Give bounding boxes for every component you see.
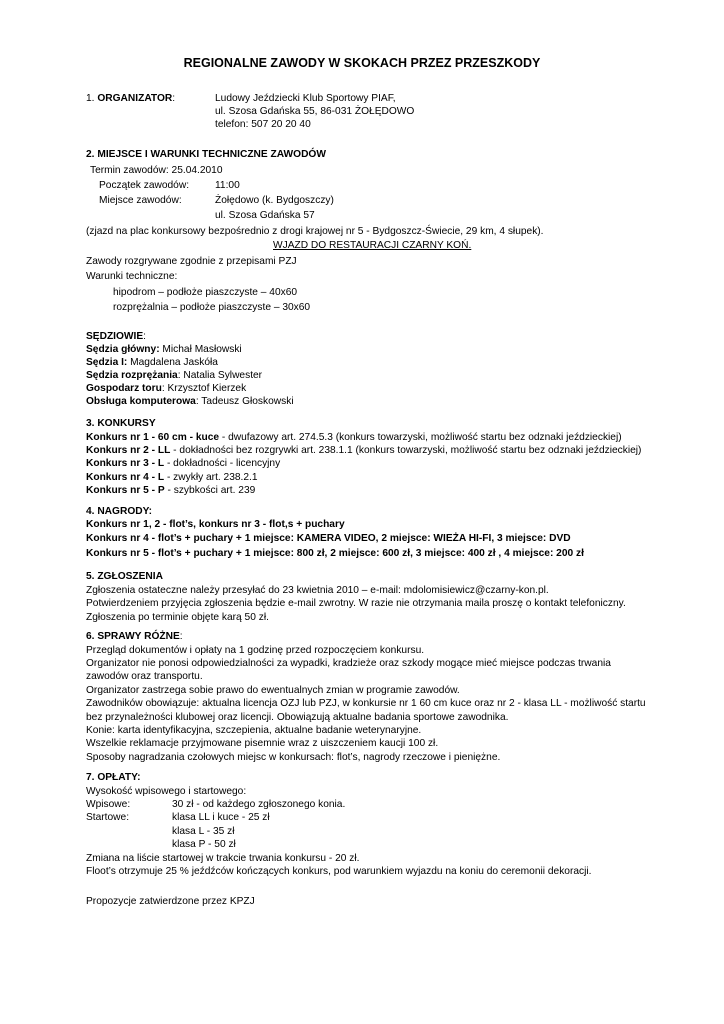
competition-details: - szybkości art. 239 bbox=[164, 485, 256, 496]
competition-name: Konkurs nr 3 - L bbox=[86, 458, 165, 469]
competition-details: - dwufazowy art. 274.5.3 (konkurs towarzyski, możliwość startu bez odznaki jeździeckiej) bbox=[219, 432, 622, 443]
judge-row bbox=[86, 382, 246, 395]
entries-line: Zgłoszenia po terminie objęte karą 50 zł. bbox=[86, 612, 269, 623]
judge-name: : Tadeusz Głoskowski bbox=[195, 396, 294, 407]
competition-row bbox=[86, 457, 280, 470]
directions-note-underlined: WJAZD DO RESTAURACJI CZARNY KOŃ. bbox=[273, 240, 472, 251]
misc-line: Zawodników obowiązuje: aktualna licencja OZJ lub PZJ, w konkursie nr 1 60 cm kuce oraz nr 2 - klasa LL - możliwość startu bbox=[86, 698, 646, 709]
judge-row bbox=[86, 395, 294, 408]
judge-name: : Natalia Sylwester bbox=[177, 370, 263, 381]
competition-row bbox=[86, 471, 258, 484]
organizer-line: ul. Szosa Gdańska 55, 86-031 ŻOŁĘDOWO bbox=[215, 106, 415, 117]
start-fee-label: Startowe: bbox=[86, 812, 130, 823]
judge-name: Magdalena Jaskóła bbox=[127, 357, 218, 368]
venue-value: Żołędowo (k. Bydgoszczy) bbox=[215, 195, 334, 206]
venue-label: Miejsce zawodów: bbox=[99, 195, 182, 206]
prizes-heading: 4. NAGRODY: bbox=[86, 506, 153, 517]
competition-details: - dokładności bez rozgrywki art. 238.1.1 (konkurs towarzyski, możliwość startu bez odznaki jeździeckiej) bbox=[170, 445, 642, 456]
competitions-heading: 3. KONKURSY bbox=[86, 418, 156, 429]
misc-line: bez przynależności klubowej oraz licencji. Obowiązują aktualne badania sportowe zawodnika. bbox=[86, 712, 509, 723]
judge-role: Sędzia główny: bbox=[86, 344, 160, 355]
organizer-heading bbox=[86, 92, 175, 105]
change-fee-text: Zmiana na liście startowej w trakcie trwania konkursu - 20 zł. bbox=[86, 853, 360, 864]
misc-line: Konie: karta identyfikacyjna, szczepienia, aktualne badanie weterynaryjne. bbox=[86, 725, 422, 736]
competition-details: - zwykły art. 238.2.1 bbox=[164, 472, 258, 483]
judge-name: Michał Masłowski bbox=[159, 344, 242, 355]
organizer-number: 1. bbox=[86, 93, 95, 104]
misc-line: Organizator nie ponosi odpowiedzialności za wypadki, kradzieże oraz szkody mogące mieć miejsce podczas trwania bbox=[86, 658, 611, 669]
judge-name: : Krzysztof Kierzek bbox=[161, 383, 247, 394]
competition-details: - dokładności - licencyjny bbox=[164, 458, 281, 469]
start-fee-value: klasa LL i kuce - 25 zł bbox=[172, 812, 270, 823]
competition-name: Konkurs nr 4 - L bbox=[86, 472, 165, 483]
event-date: Termin zawodów: 25.04.2010 bbox=[90, 165, 223, 176]
misc-line: Wszelkie reklamacje przyjmowane pisemnie wraz z uiszczeniem kaucji 100 zł. bbox=[86, 738, 439, 749]
rules-text: Zawody rozgrywane zgodnie z przepisami PZJ bbox=[86, 256, 297, 267]
entry-fee-label: Wpisowe: bbox=[86, 799, 131, 810]
competition-row bbox=[86, 444, 641, 457]
entry-fee-value: 30 zł - od każdego zgłoszonego konia. bbox=[172, 799, 346, 810]
misc-line: Organizator zastrzega sobie prawo do ewentualnych zmian w programie zawodów. bbox=[86, 685, 460, 696]
judges-colon: : bbox=[143, 331, 147, 342]
technical-condition-item: rozprężalnia – podłoże piaszczyste – 30x60 bbox=[113, 302, 311, 313]
approval-footer: Propozycje zatwierdzone przez KPZJ bbox=[86, 896, 255, 907]
prize-line: Konkurs nr 4 - flot’s + puchary + 1 miejsce: KAMERA VIDEO, 2 miejsce: WIEŻA HI-FI, 3 miejsce: DVD bbox=[86, 533, 571, 544]
entries-line: Potwierdzeniem przyjęcia zgłoszenia będzie e-mail zwrotny. W razie nie otrzymania maila proszę o kontakt telefoniczny. bbox=[86, 598, 626, 609]
competition-row bbox=[86, 484, 255, 497]
judge-row bbox=[86, 369, 262, 382]
prize-line: Konkurs nr 1, 2 - flot’s, konkurs nr 3 - flot,s + puchary bbox=[86, 519, 345, 530]
prize-line: Konkurs nr 5 - flot’s + puchary + 1 miejsce: 800 zł, 2 miejsce: 600 zł, 3 miejsce: 400 zł , 4 miejsce: 200 zł bbox=[86, 548, 584, 559]
judge-role: Sędzia I: bbox=[86, 357, 128, 368]
start-time-value: 11:00 bbox=[215, 180, 240, 191]
technical-conditions-label: Warunki techniczne: bbox=[86, 271, 178, 282]
judges-heading-text: SĘDZIOWIE bbox=[86, 331, 144, 342]
place-heading: 2. MIEJSCE I WARUNKI TECHNICZNE ZAWODÓW bbox=[86, 149, 326, 160]
misc-colon: : bbox=[179, 631, 183, 642]
organizer-colon: : bbox=[172, 93, 176, 104]
judges-heading bbox=[86, 330, 146, 343]
floots-text: Floot’s otrzymuje 25 % jeźdźców kończących konkurs, pod warunkiem wyjazdu na koniu do ceremonii dekoracji. bbox=[86, 866, 592, 877]
entries-line: Zgłoszenia ostateczne należy przesyłać do 23 kwietnia 2010 – e-mail: mdolomisiewicz@czarny-kon.pl. bbox=[86, 585, 549, 596]
misc-line: Przegląd dokumentów i opłaty na 1 godzinę przed rozpoczęciem konkursu. bbox=[86, 645, 425, 656]
start-fee-value: klasa P - 50 zł bbox=[172, 839, 236, 850]
organizer-heading-text: ORGANIZATOR bbox=[97, 93, 173, 104]
competition-name: Konkurs nr 2 - LL bbox=[86, 445, 171, 456]
judge-row bbox=[86, 343, 242, 356]
venue-address: ul. Szosa Gdańska 57 bbox=[215, 210, 315, 221]
misc-heading-text: 6. SPRAWY RÓŻNE bbox=[86, 631, 180, 642]
misc-line: Sposoby nagradzania czołowych miejsc w konkursach: flot’s, nagrody rzeczowe i pieniężne. bbox=[86, 752, 501, 763]
misc-heading bbox=[86, 630, 183, 643]
fees-heading: 7. OPŁATY: bbox=[86, 772, 141, 783]
judge-role: Sędzia rozprężania bbox=[86, 370, 178, 381]
technical-condition-item: hipodrom – podłoże piaszczyste – 40x60 bbox=[113, 287, 298, 298]
misc-line: zawodów oraz transportu. bbox=[86, 671, 203, 682]
competition-row bbox=[86, 431, 622, 444]
judge-role: Gospodarz toru bbox=[86, 383, 162, 394]
start-fee-value: klasa L - 35 zł bbox=[172, 826, 235, 837]
directions-note: (zjazd na plac konkursowy bezpośrednio z drogi krajowej nr 5 - Bydgoszcz-Świecie, 29 km, 4 słupek). bbox=[86, 226, 544, 237]
entries-heading: 5. ZGŁOSZENIA bbox=[86, 571, 163, 582]
competition-name: Konkurs nr 5 - P bbox=[86, 485, 165, 496]
start-time-label: Początek zawodów: bbox=[99, 180, 190, 191]
organizer-line: telefon: 507 20 20 40 bbox=[215, 119, 311, 130]
document-title: REGIONALNE ZAWODY W SKOKACH PRZEZ PRZESZKODY bbox=[183, 56, 541, 70]
competition-name: Konkurs nr 1 - 60 cm - kuce bbox=[86, 432, 220, 443]
organizer-line: Ludowy Jeździecki Klub Sportowy PIAF, bbox=[215, 93, 396, 104]
fees-intro: Wysokość wpisowego i startowego: bbox=[86, 786, 247, 797]
judge-row bbox=[86, 356, 218, 369]
judge-role: Obsługa komputerowa bbox=[86, 396, 196, 407]
